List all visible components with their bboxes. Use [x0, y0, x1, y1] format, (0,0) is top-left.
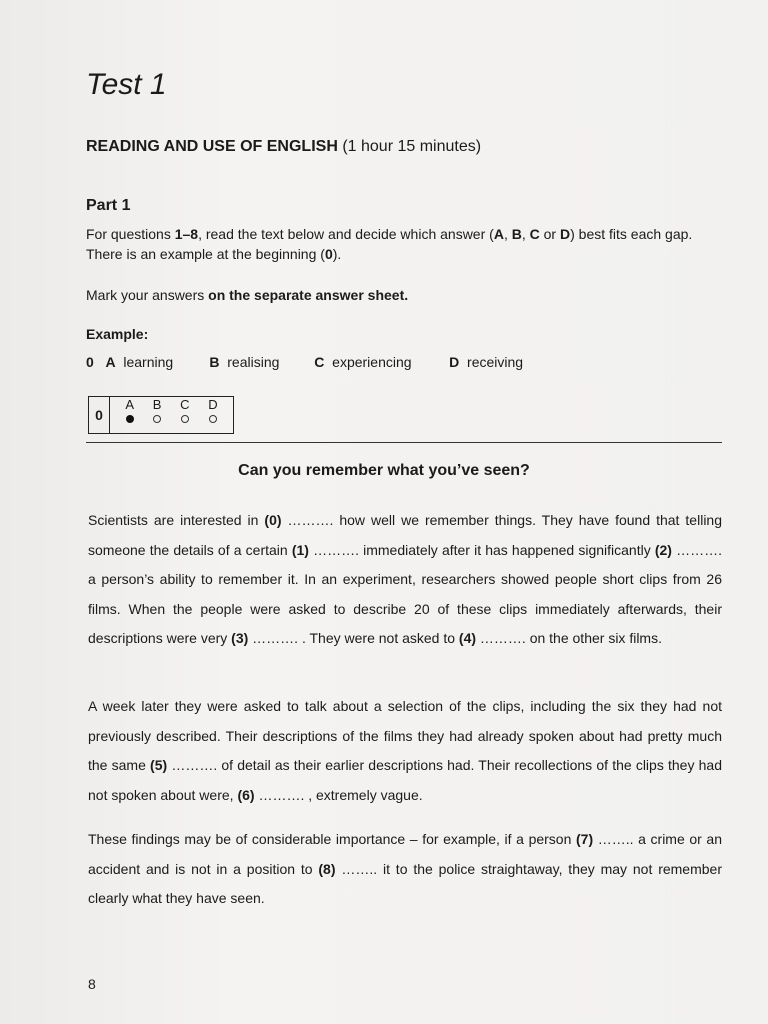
filled-bubble-icon — [126, 415, 134, 423]
bubble-option-d — [208, 397, 217, 433]
example-answer-box — [88, 396, 234, 434]
instr-text: , read the text below and decide which answer ( — [198, 226, 494, 242]
empty-bubble-icon — [209, 415, 217, 423]
option-letter: B — [511, 226, 522, 242]
option-letter: C — [529, 226, 540, 242]
gap-number: (1) — [291, 541, 309, 558]
passage-text: A week later they were asked to talk about a selection of the clips, including the six they had not previously described. Their descriptions of the films they had already spoken about had pretty much the same — [88, 698, 722, 773]
example-option — [105, 354, 205, 370]
answer-box-number: 0 — [89, 397, 110, 433]
example-option — [449, 354, 523, 370]
passage-text: ………. a person’s ability to remember it. In an experiment, researchers showed people short clips from 26 films. When the people were asked to describe 20 of these clips immediately afterwards, their descriptions were very — [88, 541, 723, 646]
bubble-option-c — [180, 397, 189, 433]
passage-paragraph-3 — [88, 825, 722, 914]
instr-text: ). — [332, 246, 342, 262]
option-letter: A — [105, 354, 116, 370]
gap-number: (7) — [576, 831, 594, 847]
instr-text: ) best fits each gap. — [570, 226, 693, 242]
question-range: 1–8 — [174, 226, 199, 242]
gap-number: (0) — [264, 512, 282, 528]
empty-bubble-icon — [181, 415, 189, 423]
example-number: 0 — [86, 354, 94, 370]
gap-number: (3) — [231, 630, 249, 646]
passage-text: ………. . They were not asked to — [248, 630, 459, 646]
gap-number: (2) — [654, 541, 672, 558]
instructions: For questions 1–8, read the text below and decide which answer (A, B, C or D) best fits each gap. There is an example at the beginning (0). — [86, 226, 693, 262]
example-option — [209, 354, 310, 370]
page-number: 8 — [88, 976, 96, 992]
example-number: 0 — [324, 246, 333, 262]
instr-text: Mark your answers — [86, 287, 209, 303]
empty-bubble-icon — [153, 415, 161, 423]
passage-text: ………. of detail as their earlier descriptions had. Their recollections of the clips they had not spoken about were, — [88, 757, 722, 803]
passage-text: ………. how well we remember things. They have found that telling someone the details of a certain — [88, 512, 722, 558]
bubble-letter: C — [180, 397, 190, 412]
option-word: learning — [123, 354, 174, 370]
instr-text: There is an example at the beginning ( — [86, 246, 325, 262]
gap-number: (8) — [318, 860, 336, 877]
example-option — [314, 354, 445, 370]
option-letter: B — [209, 354, 220, 370]
passage-text: …….. a crime or an accident and is not in a position to — [88, 831, 722, 877]
example-row — [86, 354, 523, 370]
passage-paragraph-2 — [88, 692, 722, 810]
option-word: experiencing — [332, 354, 412, 370]
bubble-letter: D — [208, 397, 218, 412]
instr-text: or — [539, 226, 560, 242]
passage-paragraph-1 — [88, 506, 722, 654]
gap-number: (6) — [237, 786, 255, 803]
passage-text: Scientists are interested in — [88, 512, 265, 528]
answer-bubbles — [110, 397, 233, 433]
passage-text: These findings may be of considerable importance – for example, if a person — [88, 831, 576, 847]
passage-text: ………. immediately after it has happened significantly — [308, 541, 655, 558]
option-letter: D — [449, 354, 460, 370]
divider — [86, 442, 722, 443]
section-duration: (1 hour 15 minutes) — [342, 138, 482, 155]
instr-text: For questions — [86, 226, 175, 242]
passage-text: …….. it to the police straightaway, they may not remember clearly what they have seen. — [88, 860, 722, 906]
bubble-option-a — [125, 397, 134, 433]
bubble-option-b — [153, 397, 162, 433]
option-word: receiving — [467, 354, 524, 370]
instr-bold: on the separate answer sheet. — [208, 287, 409, 303]
option-letter: C — [314, 354, 325, 370]
test-title: Test 1 — [86, 68, 167, 101]
bubble-letter: B — [152, 397, 162, 412]
example-label: Example: — [86, 326, 149, 342]
passage-title: Can you remember what you’ve seen? — [238, 462, 530, 479]
passage-text: ………. , extremely vague. — [254, 786, 423, 803]
passage-text: ………. on the other six films. — [476, 630, 662, 646]
option-letter: D — [559, 226, 571, 242]
option-word: realising — [227, 354, 280, 370]
gap-number: (5) — [150, 757, 168, 773]
gap-number: (4) — [458, 630, 477, 646]
answer-sheet-instruction — [86, 285, 726, 305]
section-title: READING AND USE OF ENGLISH — [86, 138, 338, 155]
bubble-letter: A — [125, 397, 135, 412]
section-heading — [86, 138, 481, 156]
bleed-through-text — [450, 70, 458, 104]
option-letter: A — [493, 226, 504, 242]
part-title: Part 1 — [86, 197, 131, 214]
